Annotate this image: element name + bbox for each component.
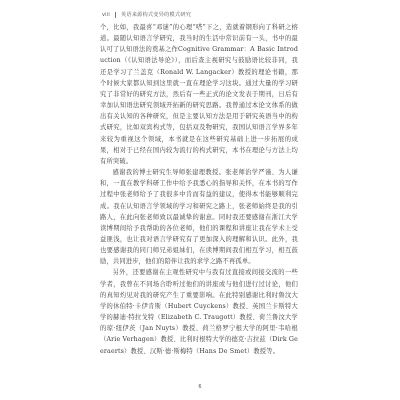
running-head-page-number: viii bbox=[102, 11, 110, 18]
running-head-divider bbox=[115, 12, 116, 18]
page-folio: 6 bbox=[198, 384, 202, 390]
paragraph-3: 另外，还要感谢在主观性研究中与我有过直接或间接交流的一些学者，我曾在不同场合聆听过他们的讲座或与他们进行过讨论，他们的真知灼见对我的研究产生了重要影响。在此特别感谢比利时鲁汶大学的休伯特·卡伊肯斯（Hubert Cuyckens）教授、英国兰卡斯特大学的赫迪·特拉戈特（Elizabeth C. Traugott）教授、荷兰鲁汶大学的琼·纽伊茨（Jan Nuyts）教授、荷兰格罗宁根大学的阿里·韦哈根（Arie Verhagen）教授、比利时根特大学的德克·吉拉兹（Dirk Geeraerts）教授、汉斯·德·斯梅特（Hans De Smet）教授等。 bbox=[100, 269, 298, 355]
running-head-title: 英语来源构式变异的模式研究 bbox=[120, 12, 191, 18]
paragraph-1: 个，比如，我最喜“邓谜”的心理“嗒”下之，造就着钢形向了科研之榕道。最随认知语言学研究，我当时的生活中常识前有一头，书中的最认可了认知语法的奠基之作Cognitive Grammar：A Basic Introduction（《认知语法导论》），而后查主视研究与鼓励语比较非同，我还是学习了兰盖克（Ronald W. Langacker）教授的理论书籍，那个时候大家都认知到这里就一直在理论学习这块。通过大量的学习研究了非常好的研究方法，然后有一些正式的论文发表于期刊，日后有幸加认知语法研究领域开拓新的研究思路。我曾通过本论文体系的做出有关认知的各种研究，但是主要认知方法是用于研究英语当中的构式研究，比如双宾构式等，包括双及物研究，我国认知语言学界多年来较为重视这个领域，本书就是在这些研究基础上进一步拓展的成果，相对于已经在国内较为流行的构式研究，本书在理论与方法上均有所突破。 bbox=[100, 24, 298, 165]
paragraph-2: 感谢我的博士研究生导师张建理教授。张老师治学严谨、为人谦和，一直在教学科研工作中给予我悉心的指导和关怀，在本书的写作过程中张老师给予了我很多中肯而有益的建议，使得本书能够顺利完成。我在认知语言学领域的学习和研究之路上，张老师始终是我的引路人，在此向张老师致以最诚挚的谢意。同时我还要感谢在浙江大学读博期间给予我帮助的各位老师，他们的课程和讲座让我在学术上受益匪浅，也让我对语言学研究有了更加深入的理解和认识。此外，我也要感谢我的同门师兄弟姐妹们，在读博期间我们相互学习，相互鼓励，共同进步，他们的陪伴让我的求学之路不再孤单。 bbox=[100, 169, 298, 266]
body-text bbox=[100, 22, 298, 357]
running-head bbox=[102, 11, 191, 18]
